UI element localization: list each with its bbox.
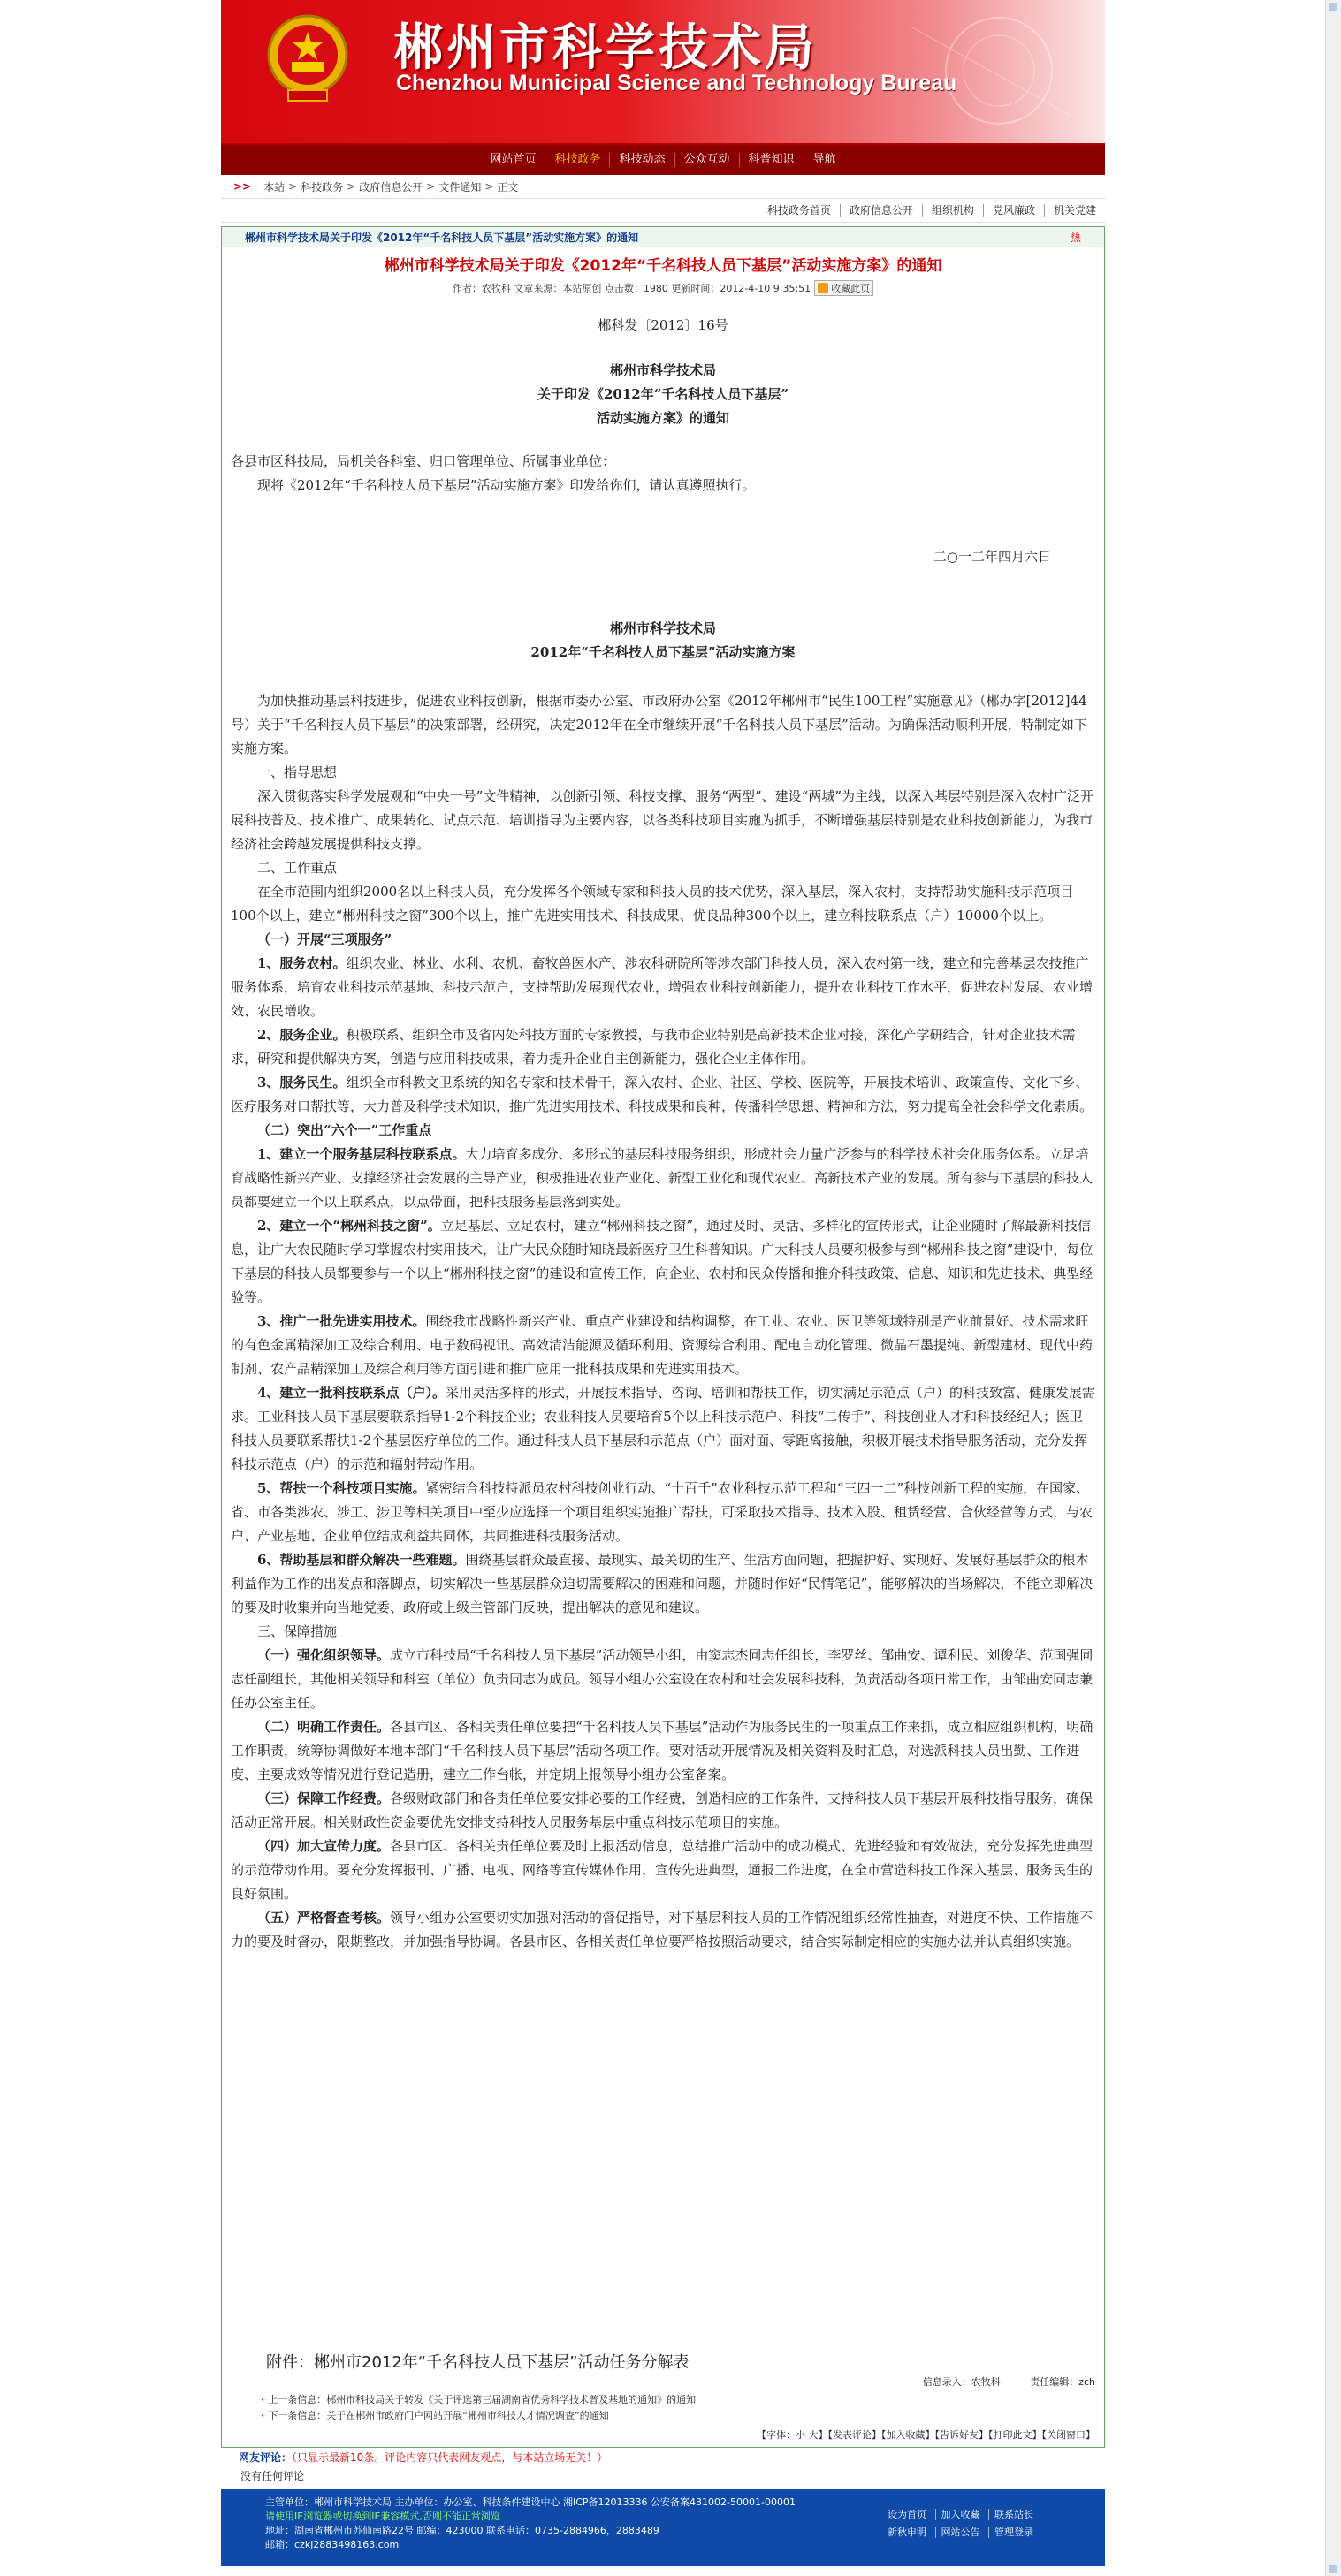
section-2a-2 [231, 1023, 1095, 1071]
item-text: 大力培育多成分、多形式的基层科技服务组织，形成社会力量广泛参与的科学技术社会化服务体系。立足培育战略性新兴产业、支撑经济社会发展的主导产业，积极推进农业产业化、新型工业化和现代农业、高新技术产业的发展。所有参与下基层的科技人员都要建立一个以上联系点，以点带面，把科技服务基层落到实处。 [231, 1146, 1093, 1210]
doc-number: 郴科发〔2012〕16号 [598, 317, 728, 333]
subnav-party[interactable]: 党风廉政 [983, 204, 1044, 217]
item-text: 紧密结合科技特派员农村科技创业行动、“十百千”农业科技示范工程和“三四一二”科技创新工程的实施，在国家、省、市各类涉农、涉工、涉卫等相关项目中至少应选择一个项目组织实施推广帮扶，可采取技术指导、技术入股、租赁经营、合伙经营等方式，与农户、产业基地、企业单位结成利益共同体，共同推进科技服务活动。 [231, 1480, 1093, 1544]
banner-title-cn: 郴州市科学技术局 [393, 19, 818, 77]
announcement-link[interactable]: 网站公告 [935, 2527, 986, 2538]
section-2b-heading: （二）突出“六个一”工作重点 [257, 1122, 432, 1138]
section-2a-1 [231, 952, 1095, 1023]
comments-header [239, 2450, 607, 2465]
info-credits [923, 2375, 1095, 2389]
plan-content [231, 689, 1095, 1954]
next-label: 下一条信息： [268, 2410, 327, 2421]
section-3e [231, 1906, 1095, 1954]
scroll-up-icon[interactable] [1329, 3, 1337, 11]
plan-title-1: 郴州市科学技术局 [609, 620, 716, 636]
doc-recipients: 各县市区科技局，局机关各科室、归口管理单位、所属事业单位： [231, 453, 616, 469]
article-box [221, 226, 1105, 2448]
section-1-heading: 一、指导思想 [257, 764, 338, 780]
hot-badge: 热 [1070, 231, 1081, 244]
subnav-building[interactable]: 机关党建 [1044, 204, 1105, 217]
page [221, 0, 1105, 2550]
prev-link[interactable]: 郴州市科技局关于转发《关于评选第三届湖南省优秀科学技术普及基地的通知》的通知 [326, 2394, 697, 2405]
footer-email: 邮箱：czkj2883498163.com [265, 2539, 400, 2550]
titlebar-text: 郴州市科学技术局关于印发《2012年“千名科技人员下基层”活动实施方案》的通知 [245, 231, 639, 244]
section-2-heading: 二、工作重点 [257, 860, 338, 876]
breadcrumb: >> 本站 > 科技政务 > 政府信息公开 > 文件通知 > 正文 [221, 175, 1105, 199]
item-heading: 3、服务民生。 [257, 1075, 347, 1090]
site-footer [221, 2489, 1105, 2566]
banner-title-en: Chenzhou Municipal Science and Technology Bureau [396, 71, 957, 95]
banner [221, 0, 1105, 143]
section-1-text: 深入贯彻落实科学发展观和“中央一号”文件精神，以创新引领、科技支撑、服务“两型”、建设“两城”为主线，以深入基层特别是深入农村广泛开展科技普及、技术推广、成果转化、试点示范、培训指导为主要内容，以各类科技项目实施为抓手，不断增强基层特别是农业科技创新能力，为我市经济社会跨越发展提供科技支撑。 [231, 788, 1094, 852]
page-scrollbar[interactable] [1325, 0, 1341, 2576]
nav-home[interactable]: 网站首页 [490, 153, 537, 166]
prev-article[interactable]: · 上一条信息：郴州市科技局关于转发《关于评选第三届湖南省优秀科学技术普及基地的通知》的通知 [261, 2394, 697, 2405]
section-2a-heading: （一）开展“三项服务” [257, 931, 392, 947]
info-source: 信息录入：农牧科 [922, 2376, 1001, 2388]
main-nav [221, 143, 1105, 175]
item-text: 围绕基层群众最直接、最现实、最关切的生产、生活方面问题，把握护好、实现好、发展好基层群众的根本利益作为工作的出发点和落脚点，切实解决一些基层群众迫切需要解决的困难和问题，并随时作好“民情笔记”，能够解决的当场解决，不能立即解决的要及时收集并向当地党委、政府或上级主管部门反映，提出解决的意见和建议。 [231, 1552, 1093, 1615]
admin-login-link[interactable]: 管理登录 [988, 2527, 1039, 2538]
article-meta [222, 280, 1104, 296]
item-text: 组织农业、林业、水利、农机、畜牧兽医水产、涉农科研院所等涉农部门科技人员，深入农村第一线，建立和完善基层农技推广服务体系，培育农业科技示范基地、科技示范户，支持帮助发展现代农业，增强农业科技创新能力，提升农业科技工作水平，促进农村发展、农业增效、农民增收。 [231, 955, 1093, 1019]
scroll-down-icon[interactable] [1329, 2565, 1337, 2573]
item-text: 领导小组办公室要切实加强对活动的督促指导，对下基层科技人员的工作情况组织经常性抽查，对进度不快、工作措施不力的要及时督办，限期整改，并加强指导协调。各县市区、各相关责任单位要严格按照活动要求，结合实际制定相应的实施办法并认真组织实施。 [231, 1910, 1093, 1949]
crumb-affairs[interactable]: 科技政务 [301, 180, 344, 194]
item-heading: （四）加大宣传力度。 [257, 1838, 391, 1854]
banner-decoration [893, 9, 1070, 133]
favorite-label: 收藏此页 [831, 283, 871, 294]
subnav-org[interactable]: 组织机构 [922, 204, 983, 217]
item-text: 各级财政部门和各责任单位要安排必要的工作经费，创造相应的工作条件，支持科技人员下基层开展科技指导服务，确保活动正常开展。相关财政性资金要优先安排支持科技人员服务基层中重点科技示范项目的实施。 [231, 1790, 1093, 1830]
meta-text: 作者：农牧科 文章来源：本站原创 点击数：1980 更新时间：2012-4-10 9:35:51 [452, 283, 811, 294]
article-body [222, 314, 1104, 1954]
section-2-text: 在全市范围内组织2000名以上科技人员，充分发挥各个领域专家和科技人员的技术优势，深入基层，深入农村，支持帮助实施科技示范项目100个以上，建立“郴州科技之窗”300个以上，推广先进实用技术、科技成果、优良品种300个以上，建立科技联系点（户）10000个以上。 [231, 884, 1074, 923]
section-2b-3 [231, 1310, 1095, 1381]
item-text: 采用灵活多样的形式，开展技术指导、咨询、培训和帮扶工作，切实满足示范点（户）的科技致富、健康发展需求。工业科技人员下基层要联系指导1-2个科技企业；农业科技人员要培育5个以上科技示范户、科技“二传手”、科技创业人才和科技经纪人；医卫科技人员要联系帮扶1-2个基层医疗单位的工作。通过科技人员下基层和示范点（户）面对面、零距离接触，积极开展技术指导服务活动，充分发挥科技示范点（户）的示范和辐射带动作用。 [231, 1385, 1095, 1472]
doc-date: 二○一二年四月六日 [933, 549, 1051, 565]
item-heading: （五）严格督查考核。 [257, 1910, 391, 1926]
article-titlebar [222, 227, 1104, 247]
crumb-info[interactable]: 政府信息公开 [359, 180, 423, 194]
footer-browser-note: 请使用IE浏览器或切换到IE兼容模式,否则不能正常浏览 [265, 2511, 500, 2522]
crumb-notice[interactable]: 文件通知 [438, 180, 482, 194]
item-heading: 2、服务企业。 [257, 1027, 347, 1043]
comments-note: （只显示最新10条。评论内容只代表网友观点，与本站立场无关！） [292, 2451, 608, 2464]
comments-heading: 网友评论： [239, 2451, 293, 2464]
set-homepage-link[interactable]: 设为首页 [888, 2509, 926, 2520]
section-2b-5 [231, 1477, 1095, 1548]
crumb-site[interactable]: 本站 [263, 180, 286, 194]
nav-news[interactable]: 科技动态 [609, 153, 674, 167]
doc-body: 现将《2012年“千名科技人员下基层”活动实施方案》印发给你们，请认真遵照执行。 [257, 477, 756, 493]
footer-links [882, 2506, 1039, 2542]
section-2b-4 [231, 1381, 1095, 1477]
star-icon [818, 283, 828, 293]
plan-title-2: 2012年“千名科技人员下基层”活动实施方案 [530, 644, 796, 660]
nav-interaction[interactable]: 公众互动 [674, 153, 739, 167]
doc-head-3: 活动实施方案》的通知 [596, 410, 729, 426]
next-article[interactable]: · 下一条信息：关于在郴州市政府门户网站开展“郴州市科技人才情况调查”的通知 [261, 2410, 609, 2421]
item-heading: （三）保障工作经费。 [257, 1790, 391, 1806]
footer-line-1: 主管单位：郴州市科学技术局 主办单位：办公室、科技条件建设中心 湘ICP备12013336 公安备案431002-50001-00001 [265, 2496, 796, 2508]
doc-head-1: 郴州市科学技术局 [609, 362, 716, 378]
info-editor: 责任编辑：zch [1030, 2376, 1095, 2388]
subnav-affairs-home[interactable]: 科技政务首页 [758, 204, 840, 217]
item-text: 组织全市科教文卫系统的知名专家和技术骨干，深入农村、企业、社区、学校、医院等，开展技术培训、政策宣传、文化下乡、医疗服务对口帮扶等，大力普及科学技术知识，推广先进实用技术、科技成果和良种，传播科学思想、精神和方法，努力提高全社会科学文化素质。 [231, 1075, 1093, 1114]
nav-guide[interactable]: 导航 [804, 153, 845, 167]
item-heading: （一）强化组织领导。 [257, 1647, 391, 1663]
item-heading: 2、建立一个“郴州科技之窗”。 [257, 1218, 441, 1234]
sub-nav [221, 199, 1105, 223]
footer-info [265, 2496, 796, 2552]
section-2b-1 [231, 1143, 1095, 1214]
favorite-button[interactable] [814, 280, 873, 296]
item-heading: （二）明确工作责任。 [257, 1719, 391, 1735]
item-text: 积极联系、组织全市及省内处科技方面的专家教授，与我市企业特别是高新技术企业对接，深化产学研结合，针对企业技术需求，研究和提供解决方案，创造与应用科技成果，着力提升企业自主创新能力，强化企业主体作用。 [231, 1027, 1076, 1067]
item-heading: 6、帮助基层和群众解决一些难题。 [257, 1552, 466, 1568]
section-3d [231, 1835, 1095, 1906]
item-text: 各县市区、各相关责任单位要把“千名科技人员下基层”活动作为服务民生的一项重点工作来抓，成立相应组织机构，明确工作职责，统筹协调做好本地本部门“千名科技人员下基层”活动各项工作。要对活动开展情况及相关资料及时汇总，对选派科技人员出勤、工作进度、主要成效等情况进行登记造册，建立工作台帐，并定期上报领导小组办公室备案。 [231, 1719, 1093, 1782]
item-text: 成立市科技局“千名科技人员下基层”活动领导小组，由窦志杰同志任组长，李罗丝、邹曲安、谭利民、刘俊华、范国强同志任副组长，其他相关领导和科室（单位）负责同志为成员。领导小组办公室设在农村和社会发展科技科，负责活动各项日常工作，由邹曲安同志兼任办公室主任。 [231, 1647, 1093, 1711]
article-title: 郴州市科学技术局关于印发《2012年“千名科技人员下基层”活动实施方案》的通知 [384, 257, 942, 275]
section-3a [231, 1644, 1095, 1715]
section-2b-6 [231, 1548, 1095, 1620]
section-3c [231, 1787, 1095, 1835]
item-heading: 4、建立一批科技联系点（户）。 [257, 1385, 446, 1401]
nav-science[interactable]: 科普知识 [739, 153, 804, 167]
prev-label: 上一条信息： [268, 2394, 327, 2405]
section-3b [231, 1715, 1095, 1787]
item-text: 围绕我市战略性新兴产业、重点产业建设和结构调整，在工业、农业、医卫等领域特别是产业前景好、技术需求旺的有色金属精深加工及综合利用、电子数码视讯、高效清洁能源及循环利用、资源综合利用、配电自动化管理、微晶石墨提纯、新型建材、现代中药制剂、农产品精深加工及综合利用等方面引进和推广应用一批科技成果和先进实用技术。 [231, 1313, 1093, 1377]
article-tools[interactable]: 【字体：小 大】【发表评论】【加入收藏】【告诉好友】【打印此文】【关闭窗口】 [757, 2429, 1095, 2441]
section-2a-3 [231, 1071, 1095, 1119]
add-favorite-link[interactable]: 加入收藏 [935, 2509, 986, 2520]
statement-link[interactable]: 新秋申明 [888, 2527, 926, 2538]
item-heading: 1、建立一个服务基层科技联系点。 [257, 1146, 466, 1162]
item-heading: 3、推广一批先进实用技术。 [257, 1313, 426, 1329]
subnav-info[interactable]: 政府信息公开 [840, 204, 922, 217]
footer-address: 地址：湖南省郴州市苏仙南路22号 邮编：423000 联系电话：0735-2884966，2883489 [265, 2525, 659, 2536]
breadcrumb-arrow-icon: >> [233, 180, 252, 193]
comments-empty: 没有任何评论 [240, 2470, 305, 2482]
item-heading: 5、帮扶一个科技项目实施。 [257, 1480, 426, 1496]
crumb-current: 正文 [497, 180, 519, 194]
nav-affairs[interactable]: 科技政务 [545, 153, 609, 167]
item-text: 立足基层、立足农村，建立“郴州科技之窗”，通过及时、灵活、多样化的宣传形式，让企业随时了解最新科技信息，让广大农民随时学习掌握农村实用技术，让广大民众随时知晓最新医疗卫生科普知识。广大科技人员要积极参与到“郴州科技之窗”建设中，每位下基层的科技人员都要参与一个以上“郴州科技之窗”的建设和宣传工作，向企业、农村和民众传播和推介科技政策、信息、知识和先进技术、典型经验等。 [231, 1218, 1093, 1305]
attachment-link[interactable]: 附件：郴州市2012年“千名科技人员下基层”活动任务分解表 [266, 2353, 690, 2372]
next-link[interactable]: 关于在郴州市政府门户网站开展“郴州市科技人才情况调查”的通知 [326, 2410, 609, 2421]
contact-link[interactable]: 联系站长 [988, 2509, 1039, 2520]
doc-head-2: 关于印发《2012年“千名科技人员下基层” [537, 386, 789, 402]
item-text: 各县市区、各相关责任单位要及时上报活动信息，总结推广活动中的成功模式、先进经验和有效做法，充分发挥先进典型的示范带动作用。要充分发挥报刊、广播、电视、网络等宣传媒体作用，宣传先进典型，通报工作进度，在全市营造科技工作深入基层、服务民生的良好氛围。 [231, 1838, 1093, 1902]
item-heading: 1、服务农村。 [257, 955, 347, 971]
section-3-heading: 三、保障措施 [257, 1623, 338, 1639]
section-2b-2 [231, 1214, 1095, 1310]
national-emblem-icon [263, 11, 352, 108]
plan-intro: 为加快推动基层科技进步，促进农业科技创新，根据市委办公室、市政府办公室《2012年郴州市“民生100工程”实施意见》（郴办字[2012]44号）关于“千名科技人员下基层”的决策部署，经研究，决定2012年在全市继续开展“千名科技人员下基层”活动。为确保活动顺利开展，特制定如下实施方案。 [231, 693, 1087, 756]
